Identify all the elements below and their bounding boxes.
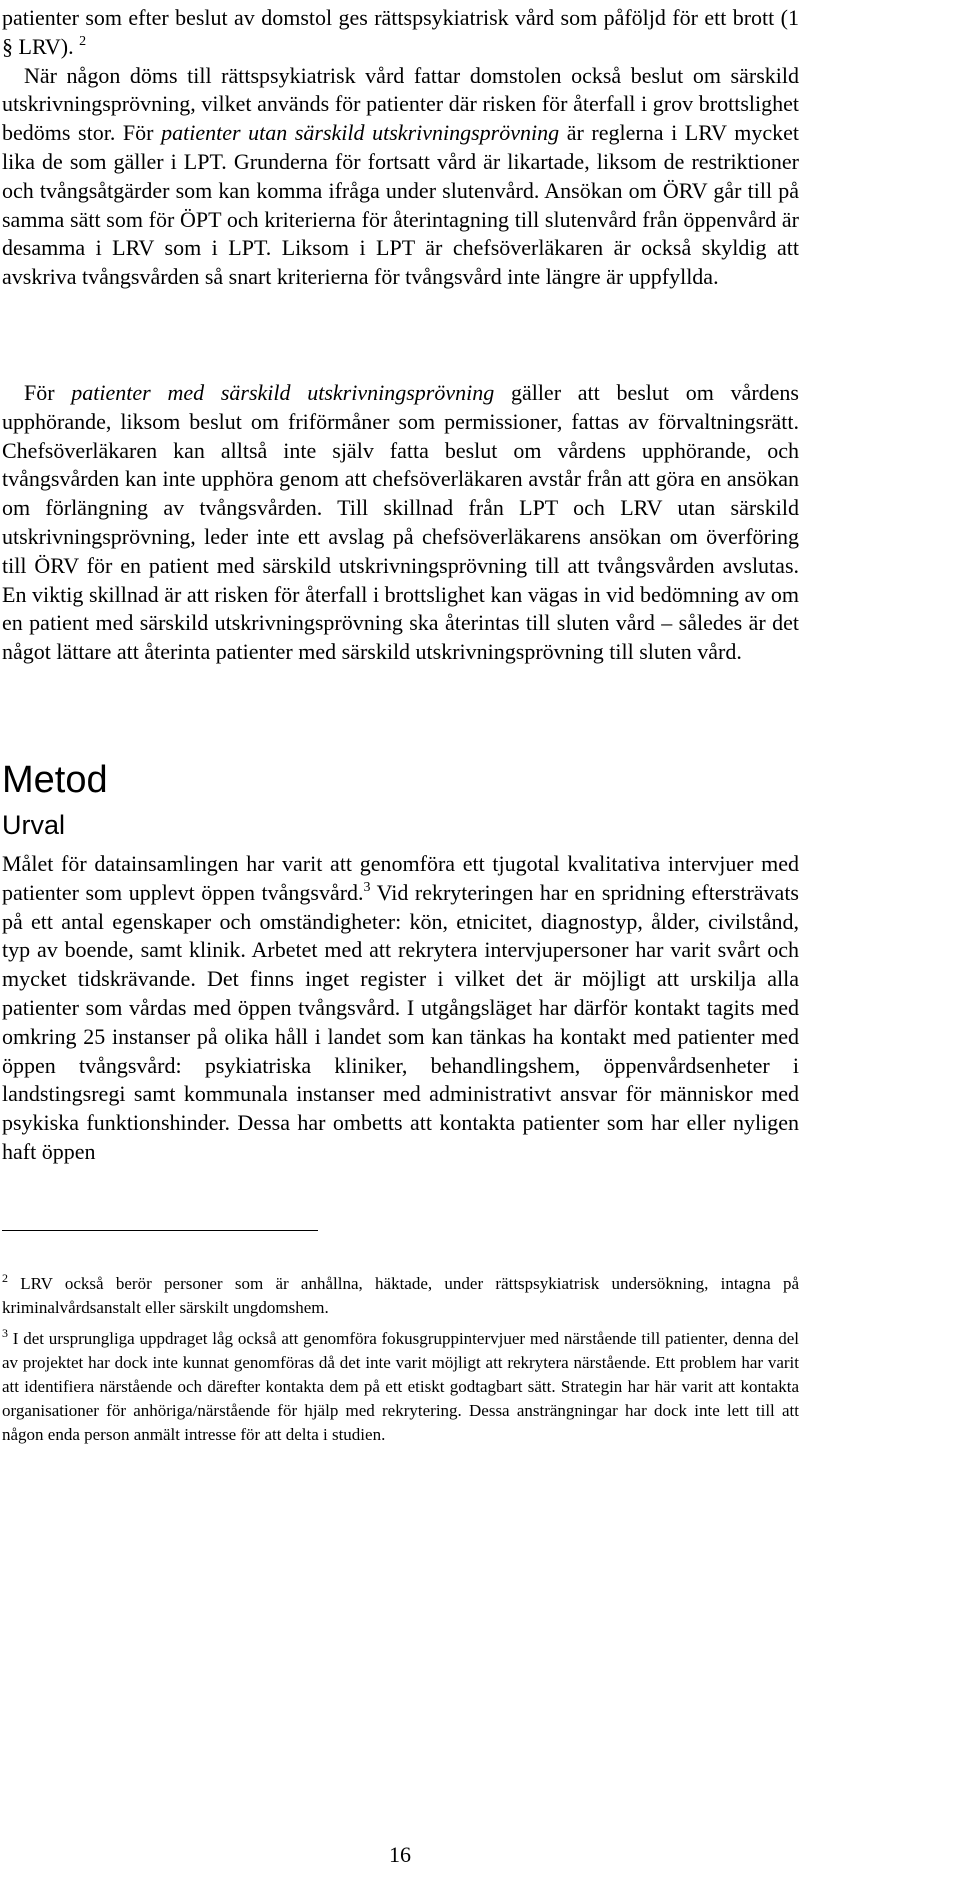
footnote-text: LRV också berör personer som är anhållna, häktade, under rättspsykiatrisk undersökning, intagna på kriminalvårdsanstalt eller särskilt ungdomshem. [2,1274,799,1317]
paragraph-sarskild [2,379,799,667]
footnote-ref-2[interactable]: 2 [79,33,87,49]
emphasis: patienter utan särskild utskrivningsprövning [161,120,560,146]
text: Målet för datainsamlingen har varit att genomföra ett tjugotal kvalitativa intervjuer med patienter som upplevt öppen tvångsvård. [2,851,799,905]
footnote [2,1327,799,1447]
footnote [2,1272,799,1320]
footnote-ref-3[interactable]: 3 [363,879,371,895]
page-number: 16 [389,1842,411,1867]
footnote-text: I det ursprungliga uppdraget låg också att genomföra fokusgruppintervjuer med närstående till patienter, denna del av projektet har dock inte kunnat genomföras då det inte varit möjligt att rekrytera närstående. Ett problem har varit att identifiera närstående och därefter kontakta dem på ett etiskt godtagbart sätt. Strategin har här varit att kontakta organisationer för anhöriga/närstående för hjälp med rekrytering. Dessa ansträngningar har dock inte lett till att någon enda person anmält intresse för att delta i studien. [2,1329,800,1444]
emphasis: patienter med särskild utskrivningsprövning [71,380,495,405]
section-heading: Metod [2,759,108,801]
text: Vid rekryteringen har en spridning eftersträvats på ett antal egenskaper och omständigheter: kön, etnicitet, diagnostyp, ålder, civilstånd, typ av boende, samt klinik. Arbetet med att rekrytera intervjupersoner har varit svårt och mycket tidskrävande. Det finns inget register i vilket det är möjligt att urskilja alla patienter som vårdas med öppen tvångsvård. I utgångsläget har därför kontakt tagits med omkring 25 instanser på olika håll i landet som kan tänkas ha kontakt med patienter med öppen tvångsvård: psykiatriska kliniker, behandlingshem, öppenvårdsenheter i landstingsregi samt kommunala instanser med administrativt ansvar för människor med psykiska funktionshinder. Dessa har ombetts att kontakta patienter som har eller nyligen haft öppen [2,879,799,1164]
text: För [24,380,72,405]
text: är reglerna i LRV mycket lika de som gäller i LPT. Grunderna för fortsatt vård är likartade, liksom de restriktioner och tvångsåtgärder som kan komma ifråga under slutenvård. Ansökan om ÖRV går till på samma sätt som för ÖPT och kriterierna för återintagning till slutenvård från öppenvård är desamma i LRV som i LPT. Liksom i LPT är chefsöverläkaren är också skyldig att avskriva tvångsvården så snart kriterierna för tvångsvård inte längre är uppfyllda. [2,120,799,290]
footnote-number: 3 [2,1326,8,1340]
text: gäller att beslut om vårdens upphörande, liksom beslut om friförmåner som permissioner, fattas av förvaltningsrätt. Chefsöverläkaren kan alltså inte själv fatta beslut om vårdens upphörande, och tvångsvården kan inte upphöra genom att chefsöverläkaren avstår från att göra en ansökan om förlängning av tvångsvården. Till skillnad från LPT och LRV utan särskild utskrivningsprövning, leder inte ett avslag på chefsöverläkarens ansökan om överföring till ÖRV för en patient med särskild utskrivningsprövning till att tvångsvården avslutas. En viktig skillnad är att risken för återfall i brottslighet kan vägas in vid bedömning av om en patient med särskild utskrivningsprövning ska återintas till sluten vård – således är det något lättare att återinta patienter med särskild utskrivningsprövning till sluten vård. [2,380,799,665]
paragraph-lrv-intro [2,4,799,292]
text: När någon döms till rättspsykiatrisk vård fattar domstolen också beslut om särskild utskrivningsprövning, vilket används för patienter där risken för återfall i grov brottslighet bedöms stor. För [2,62,799,146]
paragraph-urval [2,850,799,1167]
text: patienter som efter beslut av domstol ges rättspsykiatrisk vård som påföljd för ett brott (1 § LRV). [2,5,799,59]
footnote-separator [2,1230,318,1231]
footnote-number: 2 [2,1271,8,1285]
subsection-heading: Urval [2,810,66,840]
